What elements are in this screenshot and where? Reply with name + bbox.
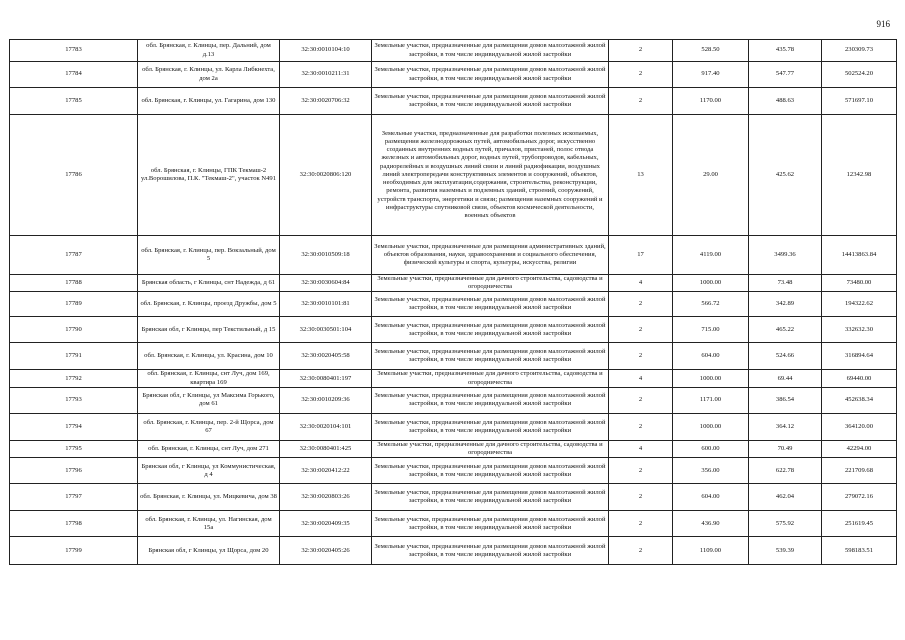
area-cell: 1000.00 — [673, 275, 749, 292]
table-row — [10, 440, 897, 457]
specific-value-cell: 70.49 — [749, 440, 822, 457]
table-row — [10, 343, 897, 370]
area-cell: 604.00 — [673, 343, 749, 370]
land-use-cell: Земельные участки, предназначенные для размещения домов малоэтажной жилой застройки, в том числе индивидуальной жилой застройки — [372, 387, 609, 413]
total-value-cell: 251619.45 — [822, 511, 897, 537]
table-body — [10, 40, 897, 565]
total-value-cell: 42294.00 — [822, 440, 897, 457]
area-cell: 1000.00 — [673, 413, 749, 440]
row-number: 17799 — [10, 537, 138, 565]
land-use-cell: Земельные участки, предназначенные для размещения домов малоэтажной жилой застройки, в том числе индивидуальной жилой застройки — [372, 317, 609, 343]
land-use-cell: Земельные участки, предназначенные для размещения домов малоэтажной жилой застройки, в том числе индивидуальной жилой застройки — [372, 88, 609, 115]
table-row — [10, 88, 897, 115]
cadastral-value-table — [9, 39, 897, 565]
total-value-cell: 364120.00 — [822, 413, 897, 440]
group-cell: 2 — [609, 88, 673, 115]
area-cell: 566.72 — [673, 292, 749, 317]
area-cell: 1170.00 — [673, 88, 749, 115]
table-row — [10, 292, 897, 317]
group-cell: 2 — [609, 62, 673, 88]
specific-value-cell: 462.04 — [749, 484, 822, 511]
total-value-cell: 230309.73 — [822, 40, 897, 62]
cadastral-number-cell: 32:30:0010209:36 — [280, 387, 372, 413]
specific-value-cell: 3499.36 — [749, 236, 822, 275]
address-cell: обл. Брянская, г. Клинцы, пер. Дальний, дом д.13 — [138, 40, 280, 62]
cadastral-number-cell: 32:30:0020803:26 — [280, 484, 372, 511]
row-number: 17787 — [10, 236, 138, 275]
cadastral-number-cell: 32:30:0020409:35 — [280, 511, 372, 537]
specific-value-cell: 539.39 — [749, 537, 822, 565]
table-row — [10, 370, 897, 387]
area-cell: 4119.00 — [673, 236, 749, 275]
land-use-cell: Земельные участки, предназначенные для размещения домов малоэтажной жилой застройки, в том числе индивидуальной жилой застройки — [372, 484, 609, 511]
land-use-cell: Земельные участки, предназначенные для размещения домов малоэтажной жилой застройки, в том числе индивидуальной жилой застройки — [372, 511, 609, 537]
total-value-cell: 69440.00 — [822, 370, 897, 387]
group-cell: 4 — [609, 440, 673, 457]
table-row — [10, 62, 897, 88]
group-cell: 2 — [609, 511, 673, 537]
cadastral-number-cell: 32:30:0030604:84 — [280, 275, 372, 292]
area-cell: 604.00 — [673, 484, 749, 511]
group-cell: 2 — [609, 484, 673, 511]
group-cell: 2 — [609, 317, 673, 343]
total-value-cell: 316894.64 — [822, 343, 897, 370]
group-cell: 13 — [609, 115, 673, 236]
area-cell: 356.00 — [673, 458, 749, 484]
row-number: 17788 — [10, 275, 138, 292]
group-cell: 17 — [609, 236, 673, 275]
specific-value-cell: 386.54 — [749, 387, 822, 413]
row-number: 17793 — [10, 387, 138, 413]
page-number: 916 — [876, 19, 890, 29]
table-row — [10, 317, 897, 343]
cadastral-number-cell: 32:30:0080401:197 — [280, 370, 372, 387]
table-row — [10, 511, 897, 537]
address-cell: обл. Брянская, г. Клинцы, ул. Карла Либкнехта, дом 2а — [138, 62, 280, 88]
total-value-cell: 571697.10 — [822, 88, 897, 115]
table-row — [10, 236, 897, 275]
specific-value-cell: 69.44 — [749, 370, 822, 387]
total-value-cell: 502524.20 — [822, 62, 897, 88]
row-number: 17783 — [10, 40, 138, 62]
row-number: 17795 — [10, 440, 138, 457]
cadastral-number-cell: 32:30:0030501:104 — [280, 317, 372, 343]
address-cell: Брянская обл, г Клинцы, ул Максима Горького, дом 61 — [138, 387, 280, 413]
group-cell: 2 — [609, 292, 673, 317]
area-cell: 528.50 — [673, 40, 749, 62]
total-value-cell: 221709.68 — [822, 458, 897, 484]
address-cell: обл. Брянская, г. Клинцы, пер. 2-й Щорса, дом 67 — [138, 413, 280, 440]
land-use-cell: Земельные участки, предназначенные для дачного строительства, садоводства и огородничества — [372, 370, 609, 387]
total-value-cell: 279072.16 — [822, 484, 897, 511]
area-cell: 917.40 — [673, 62, 749, 88]
cadastral-number-cell: 32:30:0020405:58 — [280, 343, 372, 370]
area-cell: 436.90 — [673, 511, 749, 537]
specific-value-cell: 425.62 — [749, 115, 822, 236]
land-use-cell: Земельные участки, предназначенные для размещения административных зданий, объектов образования, науки, здравоохранения и социального обеспечения, физической культуры и спорта, культуры, искусства, религии — [372, 236, 609, 275]
total-value-cell: 73480.00 — [822, 275, 897, 292]
table-row — [10, 484, 897, 511]
address-cell: Брянская область, г Клинцы, снт Надежда, д 61 — [138, 275, 280, 292]
land-use-cell: Земельные участки, предназначенные для разработки полезных ископаемых, размещения железнодорожных путей, автомобильных дорог, искусственно созданных внутренних водных путей, причалов, пристаней, полос отвода железных и автомобильных дорог, водных путей, трубопроводов, кабельных, радиорелейных и воздушных линий связи и линий радиофикации, воздушных линий электропередачи конструктивных элементов и сооружений, объектов, необходимых для эксплуатации,содержания, строительства, реконструкции, ремонта, развития наземных и подземных зданий, строений, сооружений, устройств транспорта, энергетики и связи; размещения наземных сооружений и инфраструктуры спутниковой связи, объектов космической деятельности, военных объектов — [372, 115, 609, 236]
specific-value-cell: 524.66 — [749, 343, 822, 370]
address-cell: обл. Брянская, г. Клинцы, снт Луч, дом 169, квартира 169 — [138, 370, 280, 387]
address-cell: обл. Брянская, г. Клинцы, ГПК Текмаш-2 ул.Ворошилова, П.К. "Текмаш-2", участок N491 — [138, 115, 280, 236]
table-row — [10, 458, 897, 484]
table-row — [10, 387, 897, 413]
specific-value-cell: 575.92 — [749, 511, 822, 537]
group-cell: 2 — [609, 458, 673, 484]
land-use-cell: Земельные участки, предназначенные для размещения домов малоэтажной жилой застройки, в том числе индивидуальной жилой застройки — [372, 413, 609, 440]
address-cell: обл. Брянская, г. Клинцы, ул. Мицкевича, дом 38 — [138, 484, 280, 511]
total-value-cell: 332632.30 — [822, 317, 897, 343]
row-number: 17785 — [10, 88, 138, 115]
table-row — [10, 115, 897, 236]
cadastral-number-cell: 32:30:0020412:22 — [280, 458, 372, 484]
table-row — [10, 275, 897, 292]
specific-value-cell: 488.63 — [749, 88, 822, 115]
land-use-cell: Земельные участки, предназначенные для дачного строительства, садоводства и огородничества — [372, 440, 609, 457]
cadastral-number-cell: 32:30:0020405:26 — [280, 537, 372, 565]
specific-value-cell: 622.78 — [749, 458, 822, 484]
cadastral-number-cell: 32:30:0010101:81 — [280, 292, 372, 317]
area-cell: 29.00 — [673, 115, 749, 236]
cadastral-number-cell: 32:30:0080401:425 — [280, 440, 372, 457]
specific-value-cell: 435.78 — [749, 40, 822, 62]
land-use-cell: Земельные участки, предназначенные для размещения домов малоэтажной жилой застройки, в том числе индивидуальной жилой застройки — [372, 292, 609, 317]
table-row — [10, 40, 897, 62]
cadastral-number-cell: 32:30:0010104:10 — [280, 40, 372, 62]
area-cell: 1171.00 — [673, 387, 749, 413]
group-cell: 2 — [609, 40, 673, 62]
group-cell: 2 — [609, 413, 673, 440]
cadastral-number-cell: 32:30:0020706:32 — [280, 88, 372, 115]
table-row — [10, 537, 897, 565]
row-number: 17798 — [10, 511, 138, 537]
row-number: 17786 — [10, 115, 138, 236]
address-cell: Брянская обл, г Клинцы, пер Текстильный, д 15 — [138, 317, 280, 343]
cadastral-number-cell: 32:30:0020806:120 — [280, 115, 372, 236]
area-cell: 1109.00 — [673, 537, 749, 565]
total-value-cell: 12342.98 — [822, 115, 897, 236]
row-number: 17792 — [10, 370, 138, 387]
row-number: 17797 — [10, 484, 138, 511]
address-cell: обл. Брянская, г. Клинцы, проезд Дружбы, дом 5 — [138, 292, 280, 317]
area-cell: 1000.00 — [673, 370, 749, 387]
group-cell: 4 — [609, 370, 673, 387]
specific-value-cell: 547.77 — [749, 62, 822, 88]
total-value-cell: 194322.62 — [822, 292, 897, 317]
address-cell: обл. Брянская, г. Клинцы, пер. Вокзальный, дом 5 — [138, 236, 280, 275]
row-number: 17790 — [10, 317, 138, 343]
group-cell: 4 — [609, 275, 673, 292]
address-cell: Брянская обл, г Клинцы, ул Коммунистическая, д 4 — [138, 458, 280, 484]
land-use-cell: Земельные участки, предназначенные для размещения домов малоэтажной жилой застройки, в том числе индивидуальной жилой застройки — [372, 537, 609, 565]
cadastral-number-cell: 32:30:0010211:31 — [280, 62, 372, 88]
group-cell: 2 — [609, 537, 673, 565]
land-use-cell: Земельные участки, предназначенные для размещения домов малоэтажной жилой застройки, в том числе индивидуальной жилой застройки — [372, 40, 609, 62]
row-number: 17796 — [10, 458, 138, 484]
address-cell: Брянская обл, г Клинцы, ул Щорса, дом 20 — [138, 537, 280, 565]
specific-value-cell: 465.22 — [749, 317, 822, 343]
row-number: 17789 — [10, 292, 138, 317]
total-value-cell: 14413863.84 — [822, 236, 897, 275]
table-row — [10, 413, 897, 440]
row-number: 17791 — [10, 343, 138, 370]
address-cell: обл. Брянская, г. Клинцы, ул. Нагинская, дом 15а — [138, 511, 280, 537]
cadastral-number-cell: 32:30:0010509:18 — [280, 236, 372, 275]
address-cell: обл. Брянская, г. Клинцы, снт Луч, дом 271 — [138, 440, 280, 457]
land-use-cell: Земельные участки, предназначенные для размещения домов малоэтажной жилой застройки, в том числе индивидуальной жилой застройки — [372, 343, 609, 370]
row-number: 17784 — [10, 62, 138, 88]
cadastral-number-cell: 32:30:0020104:101 — [280, 413, 372, 440]
group-cell: 2 — [609, 387, 673, 413]
total-value-cell: 598183.51 — [822, 537, 897, 565]
specific-value-cell: 342.89 — [749, 292, 822, 317]
total-value-cell: 452638.34 — [822, 387, 897, 413]
land-use-cell: Земельные участки, предназначенные для размещения домов малоэтажной жилой застройки, в том числе индивидуальной жилой застройки — [372, 62, 609, 88]
area-cell: 715.00 — [673, 317, 749, 343]
land-use-cell: Земельные участки, предназначенные для размещения домов малоэтажной жилой застройки, в том числе индивидуальной жилой застройки — [372, 458, 609, 484]
area-cell: 600.00 — [673, 440, 749, 457]
group-cell: 2 — [609, 343, 673, 370]
specific-value-cell: 73.48 — [749, 275, 822, 292]
land-use-cell: Земельные участки, предназначенные для дачного строительства, садоводства и огородничества — [372, 275, 609, 292]
address-cell: обл. Брянская, г. Клинцы, ул. Красина, дом 10 — [138, 343, 280, 370]
row-number: 17794 — [10, 413, 138, 440]
address-cell: обл. Брянская, г. Клинцы, ул. Гагарина, дом 130 — [138, 88, 280, 115]
specific-value-cell: 364.12 — [749, 413, 822, 440]
